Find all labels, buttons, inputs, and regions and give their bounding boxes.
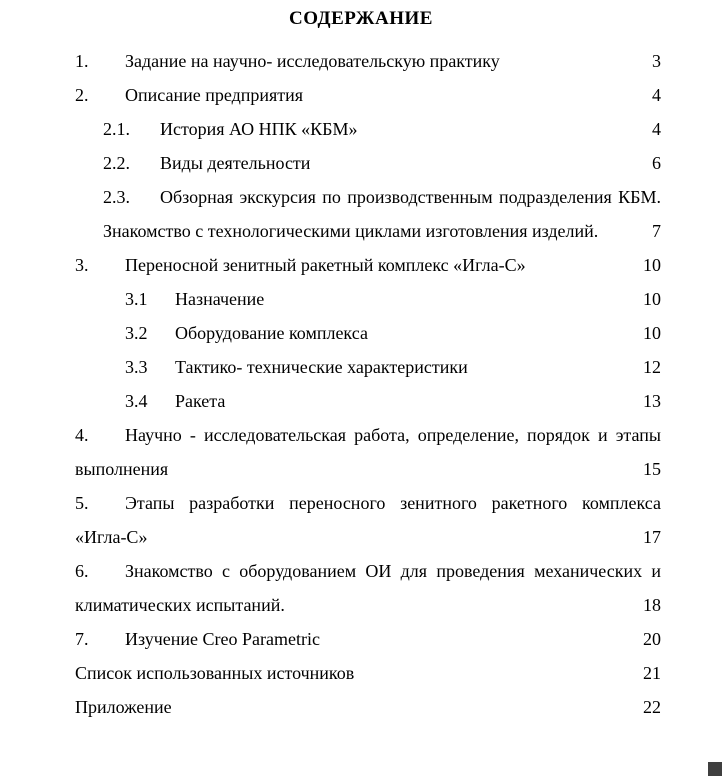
toc-entry-page: 10 [643, 323, 661, 343]
page-title: СОДЕРЖАНИЕ [289, 8, 433, 29]
toc-entry-text: Описание предприятия [125, 85, 304, 105]
toc-entry-page: 4 [652, 85, 661, 105]
toc-entry [75, 248, 661, 282]
toc-entry-number: 2.1. [103, 119, 130, 139]
scrollbar-corner[interactable] [708, 762, 722, 776]
toc-entry-page: 13 [643, 391, 661, 411]
toc-entry-page: 10 [643, 289, 661, 309]
toc-entry-number: 4. [75, 425, 89, 445]
toc-entry-text: Оборудование комплекса [175, 323, 368, 343]
toc-entry [75, 690, 661, 724]
toc-entry-text: Назначение [175, 289, 265, 309]
toc-entry-number: 3.3 [125, 357, 148, 377]
toc-entry-page: 21 [643, 663, 661, 683]
toc-entry-text: Приложение [75, 697, 172, 717]
toc-entry [75, 384, 661, 418]
toc-entry-text: Задание на научно- исследовательскую практику [125, 51, 500, 71]
toc-entry [75, 554, 661, 622]
toc-entry-number: 1. [75, 51, 89, 71]
toc-entry-text: Изучение Creo Parametric [125, 629, 320, 649]
toc-entry-page: 22 [643, 697, 661, 717]
toc-entry [75, 44, 661, 78]
toc-entry-number: 3.2 [125, 323, 148, 343]
toc-entry-text: Переносной зенитный ракетный комплекс «Игла-С» [125, 255, 526, 275]
toc-entry-page: 7 [652, 221, 661, 241]
toc-entry-number: 3. [75, 255, 89, 275]
toc-entry-text: Обзорная экскурсия по производственным подразделения КБМ. Знакомство с технологическими циклами изготовления изделий. [103, 187, 661, 241]
toc-entry-page: 4 [652, 119, 661, 139]
toc-entry-number: 3.1 [125, 289, 148, 309]
toc-entry-page: 20 [643, 629, 661, 649]
toc-entry [75, 656, 661, 690]
toc-entry-page: 10 [643, 255, 661, 275]
toc-entry [75, 180, 661, 248]
toc-entry-page: 18 [643, 595, 661, 615]
toc-entry [75, 146, 661, 180]
toc-entry [75, 316, 661, 350]
toc-entry-text: История АО НПК «КБМ» [160, 119, 358, 139]
toc-entry-text: Знакомство с оборудованием ОИ для проведения механических и климатических испытаний. [75, 561, 661, 615]
toc-entry-page: 6 [652, 153, 661, 173]
toc-entry-number: 5. [75, 493, 89, 513]
toc-entry-page: 3 [652, 51, 661, 71]
toc-entry-number: 2.2. [103, 153, 130, 173]
table-of-contents [0, 44, 722, 724]
toc-entry-text: Виды деятельности [160, 153, 311, 173]
toc-entry [75, 418, 661, 486]
toc-entry-page: 17 [643, 527, 661, 547]
toc-entry-number: 2. [75, 85, 89, 105]
toc-entry-text: Научно - исследовательская работа, определение, порядок и этапы выполнения [75, 425, 661, 479]
toc-entry [75, 282, 661, 316]
toc-entry [75, 350, 661, 384]
toc-entry-number: 2.3. [103, 187, 130, 207]
toc-entry-text: Тактико- технические характеристики [175, 357, 468, 377]
toc-entry-number: 7. [75, 629, 89, 649]
toc-entry [75, 622, 661, 656]
toc-entry-page: 15 [643, 459, 661, 479]
toc-entry-text: Ракета [175, 391, 226, 411]
toc-entry-number: 3.4 [125, 391, 148, 411]
toc-entry-text: Этапы разработки переносного зенитного ракетного комплекса «Игла-С» [75, 493, 661, 547]
toc-entry-text: Список использованных источников [75, 663, 355, 683]
toc-entry-page: 12 [643, 357, 661, 377]
toc-entry [75, 112, 661, 146]
toc-entry [75, 78, 661, 112]
toc-entry [75, 486, 661, 554]
toc-entry-number: 6. [75, 561, 89, 581]
